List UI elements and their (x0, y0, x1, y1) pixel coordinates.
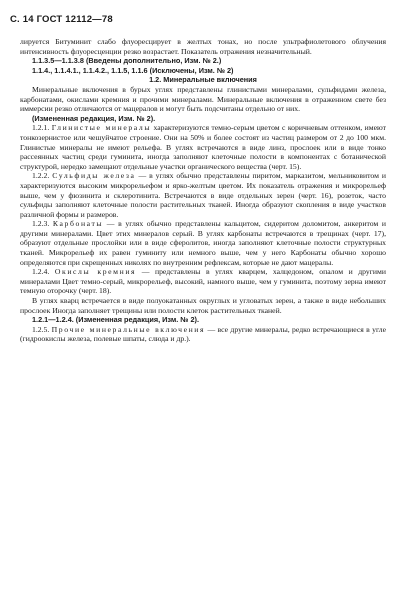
clause-1-2-2 (20, 171, 386, 219)
clause-1-2-3 (20, 219, 386, 267)
paragraph-continuation: лируется Битуминит слабо флуоресцирует в желтых тонах, но после ультрафиолетового облучения интенсивность флуоресценции резко возрастает. Показатель отражения незначительный. (20, 37, 386, 56)
clause-1-2-1 (20, 123, 386, 171)
document-body (20, 37, 386, 344)
clause-text: — все другие минералы, редко встречающиеся в угле (гидроокислы железа, полевые шпаты, слюда и др.). (20, 324, 386, 344)
page-header (10, 14, 113, 25)
clause-text: — в углях обычно представлены кальцитом, сидеритом доломитом, анкеритом и другими минералами. Цвет этих минералов серый. В углях карбонаты встречаются в трещинах (черт. 17), образуют отдельные прослойки или в виде сферолитов, иногда заполняют клеточные полости структурных тканей. Микрорельеф их равен гуминиту или немного выше, чем у него Карбонаты обычно хорошо определяются при скрещенных николях по внутренним рефлексам, которые не дают мацералы. (20, 219, 386, 267)
clause-term: Окислы кремния (54, 267, 137, 277)
clause-number: 1.2.4. (32, 267, 50, 277)
clause-text: характеризуются темно-серым цветом с коричневым оттенком, имеют тонкозернистое или чешуйчатое строение. Они на 50% и более состоят из частиц размером от 2 до 100 мкм. Глинистые минералы не имеют рельефа. В углях встречаются в виде линз, прослоек или в виде тонко рассеянных частиц среди гуминита, иногда заполняют клеточные полости в компонентах с ботанической структурой, нередко замещают отдельные участки органического вещества (черт. 15). (20, 123, 386, 171)
clause-number: 1.2.1. (32, 123, 50, 133)
section-heading: 1.2. Минеральные включения (149, 75, 257, 85)
amendment-note: 1.1.4., 1.1.4.1., 1.1.4.2., 1.1.5, 1.1.6 (Исключены, Изм. № 2) (32, 65, 234, 75)
clause-term: Прочие минеральные включения (51, 324, 206, 334)
paragraph: В углях кварц встречается в виде полуокатанных округлых и угловатых зерен, а также в виде небольших прослоек Иногда заполняет трещины или полости клеток растительных тканей. (20, 296, 386, 315)
amendment-note: 1.1.3.5—1.1.3.8 (Введены дополнительно, Изм. № 2.) (32, 56, 222, 66)
clause-1-2-5 (20, 325, 386, 344)
clause-term: Глинистые минералы (51, 123, 152, 133)
paragraph: Минеральные включения в бурых углях представлены глинистыми минералами, сульфидами железа, карбонатами, окислами кремния и прочими минералами. Минеральные включения в отраженном свете без иммерсии резко отличаются от мацералов и могут быть подсчитаны отдельно от них. (20, 84, 386, 114)
clause-number: 1.2.2. (32, 171, 50, 181)
clause-term: Карбонаты (52, 219, 104, 229)
amendment-note: 1.2.1—1.2.4. (Измененная редакция, Изм. № 2). (32, 315, 199, 325)
clause-1-2-4 (20, 267, 386, 296)
clause-text: — в углях обычно представлены пиритом, марказитом, мельниковитом и характеризуются высоким микрорельефом и ярко-желтым цветом. Их показатель отражения и микрорельеф выше, чем у фюзинита и склеротинита. Встречаются в виде отдельных зерен (черт. 16), розеток, часто сульфиды заполняют клеточные полости растительных тканей. Иногда образуют скопления в виде участков различной формы и размеров. (20, 171, 386, 219)
clause-number: 1.2.3. (32, 219, 50, 229)
clause-text: — представлены в углях кварцем, халцедоном, опалом и другими минералами Цвет темно-серый, микрорельеф, высокий, намного выше, чем у гуминита, поэтому зерна имеют темную оторочку (черт. 18). (20, 267, 386, 296)
clause-term: Сульфиды железа (52, 171, 136, 181)
page-number: С. 14 (10, 14, 34, 25)
amendment-note: (Измененная редакция, Изм. № 2). (32, 113, 156, 123)
standard-code: ГОСТ 12112—78 (36, 14, 113, 25)
clause-number: 1.2.5. (32, 324, 50, 334)
